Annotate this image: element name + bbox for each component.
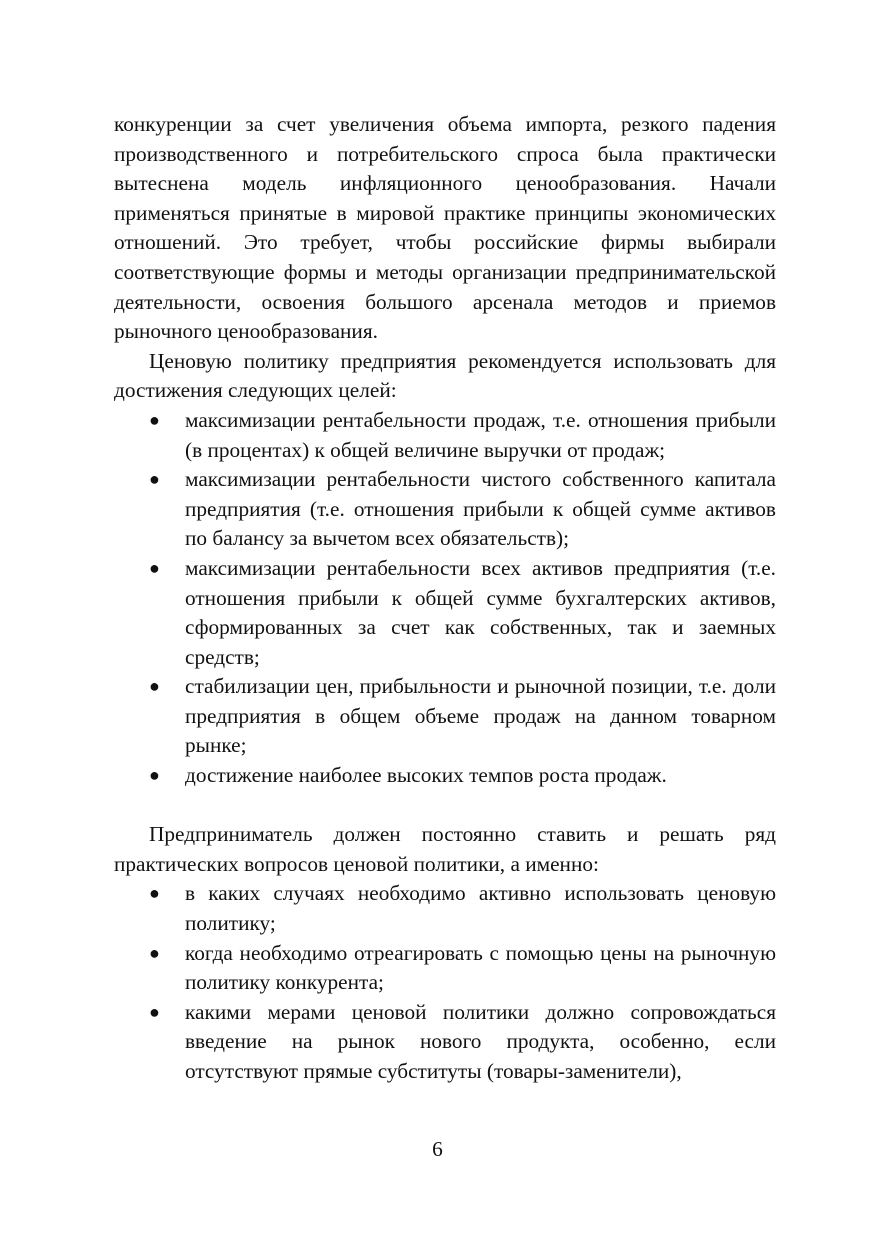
list-item-text: когда необходимо отреагировать с помощью цены на рыночную политику конкурента; — [185, 940, 776, 995]
list-item — [114, 465, 776, 554]
list-item-text: максимизации рентабельности всех активов предприятия (т.е. отношения прибыли к общей сумме бухгалтерских активов, сформированных за счет как собственных, так и заемных средств; — [185, 555, 776, 669]
list-item — [114, 879, 776, 938]
list-item — [114, 554, 776, 672]
list-item — [114, 672, 776, 761]
list-item-text: стабилизации цен, прибыльности и рыночной позиции, т.е. доли предприятия в общем объеме продаж на данном товарном рынке; — [185, 674, 776, 758]
page-number: 6 — [432, 1137, 443, 1161]
list-item — [114, 761, 776, 791]
bullet-icon: ● — [149, 676, 160, 697]
list-item-text: в каких случаях необходимо активно использовать ценовую политику; — [185, 881, 776, 936]
list-item-text: максимизации рентабельности чистого собственного капитала предприятия (т.е. отношения прибыли к общей сумме активов по балансу за вычетом всех обязательств); — [185, 467, 776, 551]
goals-list — [114, 406, 776, 791]
list-item — [114, 998, 776, 1087]
bullet-icon: ● — [149, 883, 160, 904]
paragraph-pricing-questions-intro: Предприниматель должен постоянно ставить и решать ряд практических вопросов ценовой политики, а именно: — [114, 822, 776, 876]
bullet-icon: ● — [149, 942, 160, 963]
bullet-icon: ● — [149, 557, 160, 578]
page-content — [114, 110, 776, 1087]
list-item-text: достижение наиболее высоких темпов роста продаж. — [185, 763, 667, 788]
spacer — [114, 791, 776, 821]
bullet-icon: ● — [149, 1001, 160, 1022]
list-item — [114, 939, 776, 998]
bullet-icon: ● — [149, 765, 160, 786]
list-item-text: максимизации рентабельности продаж, т.е. отношения прибыли (в процентах) к общей величине выручки от продаж; — [185, 407, 776, 462]
bullet-icon: ● — [149, 409, 160, 430]
questions-list — [114, 879, 776, 1086]
paragraph-pricing-goals-intro: Ценовую политику предприятия рекомендуется использовать для достижения следующих целей: — [114, 348, 776, 403]
list-item-text: какими мерами ценовой политики должно сопровождаться введение на рынок нового продукта, особенно, если отсутствуют прямые субституты (товары-заменители), — [185, 999, 776, 1083]
list-item — [114, 406, 776, 465]
paragraph-continued: конкуренции за счет увеличения объема импорта, резкого падения производственного и потребительского спроса была практически вытеснена модель инфляционного ценообразования. Начали применяться принятые в мировой практике принципы экономических отношений. Это требует, чтобы российские фирмы выбирали соответствующие формы и методы организации предпринимательской деятельности, освоения большого арсенала методов и приемов рыночного ценообразования. — [114, 112, 776, 344]
bullet-icon: ● — [149, 469, 160, 490]
